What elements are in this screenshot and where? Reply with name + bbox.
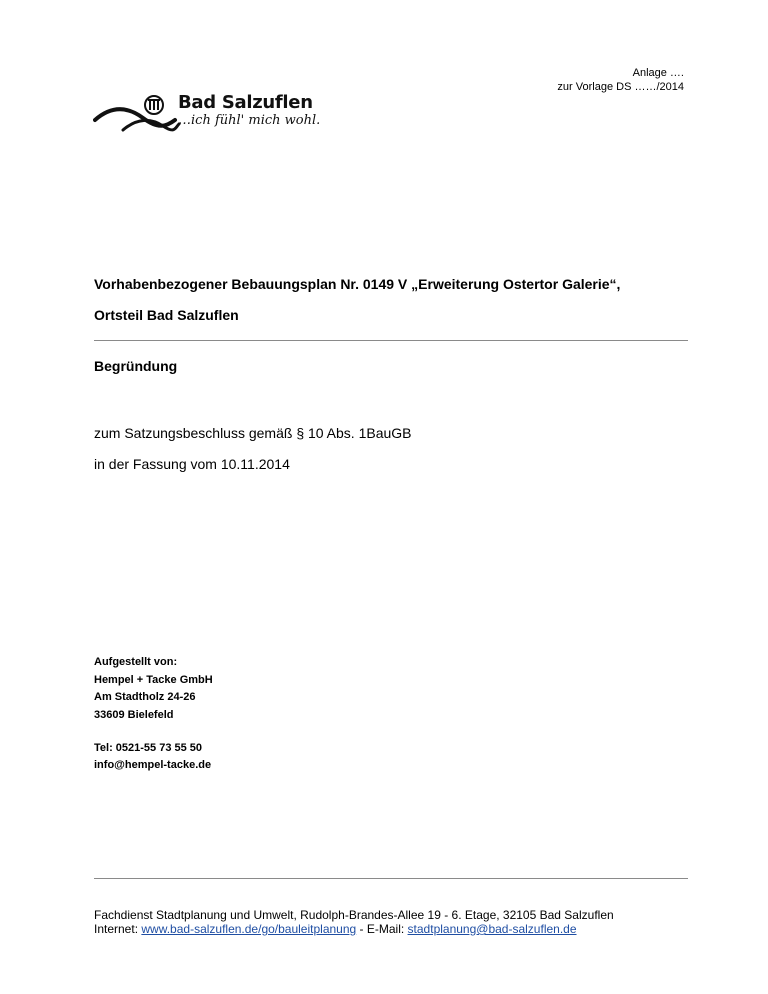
author-label: Aufgestellt von: [94,656,178,668]
footer-contact-line [94,922,577,936]
footer-divider [94,878,688,879]
footer-email-link[interactable]: stadtplanung@bad-salzuflen.de [407,922,577,936]
footer-department-address: Fachdienst Stadtplanung und Umwelt, Rudolph-Brandes-Allee 19 - 6. Etage, 32105 Bad Salzuflen [94,908,614,922]
footer-internet-label: Internet: [94,922,142,936]
submission-reference: zur Vorlage DS ……/2014 [557,81,684,93]
footer-email-separator: - E-Mail: [356,922,408,936]
author-company: Hempel + Tacke GmbH [94,674,213,686]
author-email: info@hempel-tacke.de [94,759,212,771]
section-heading: Begründung [94,358,178,374]
version-date-line: in der Fassung vom 10.11.2014 [94,456,290,472]
document-subtitle: Ortsteil Bad Salzuflen [94,307,239,323]
logo-wordmark: Bad Salzuflen [178,92,313,113]
author-phone: Tel: 0521-55 73 55 50 [94,742,203,754]
attachment-note: Anlage …. [632,67,684,79]
author-city: 33609 Bielefeld [94,709,174,721]
document-title: Vorhabenbezogener Bebauungsplan Nr. 0149 V „Erweiterung Ostertor Galerie“, [94,276,621,292]
logo-tagline: …ich fühl' mich wohl. [178,113,321,128]
title-divider [94,340,688,341]
resolution-line: zum Satzungsbeschluss gemäß § 10 Abs. 1BauGB [94,425,412,441]
author-street: Am Stadtholz 24-26 [94,691,196,703]
footer-website-link[interactable]: www.bad-salzuflen.de/go/bauleitplanung [141,922,357,936]
